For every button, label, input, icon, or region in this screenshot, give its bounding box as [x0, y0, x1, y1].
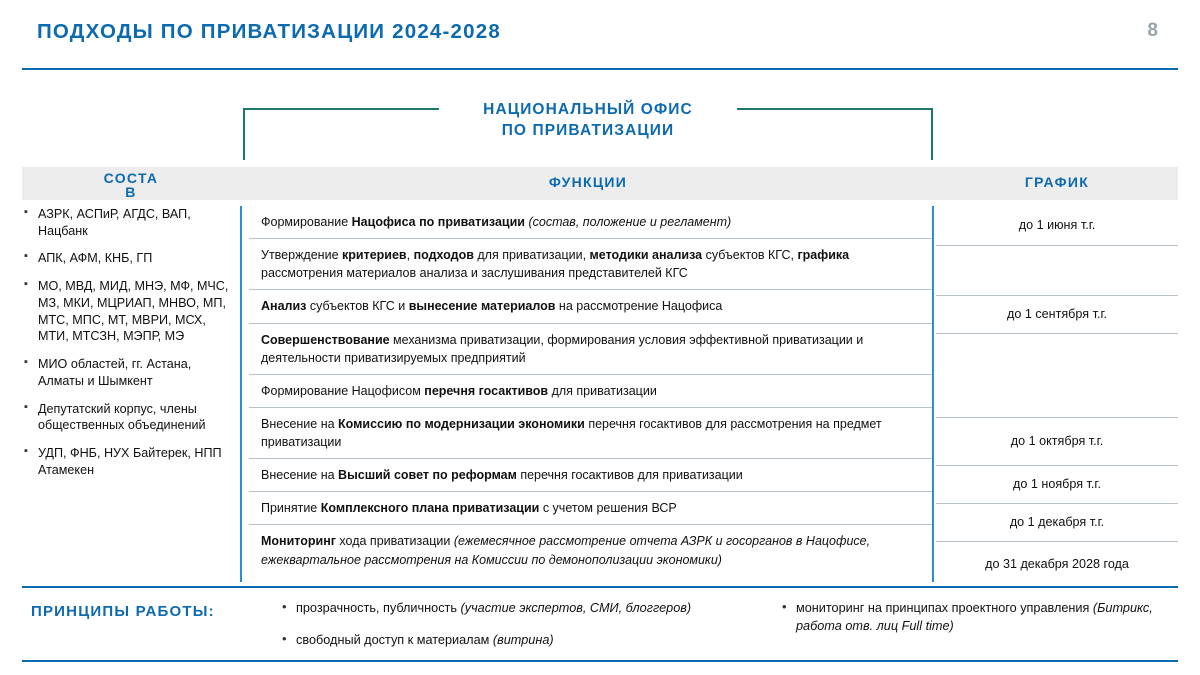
page-number: 8	[1147, 20, 1158, 41]
national-office-box	[243, 101, 933, 160]
list-item: ▪ УДП, ФНБ, НУХ Байтерек, НПП Атамекен	[22, 445, 240, 478]
header-divider	[22, 68, 1178, 70]
composition-list	[22, 206, 240, 479]
function-cell: Формирование Нацофисом перечня госактивов для приватизации	[249, 374, 932, 407]
table-row	[249, 407, 932, 458]
functions-table	[249, 206, 932, 576]
schedule-cell	[936, 246, 1178, 296]
list-item: ▪ МО, МВД, МИД, МНЭ, МФ, МЧС, МЗ, МКИ, МЦРИАП, МНВО, МП, МТС, МПС, МТ, МВРИ, МСХ, МТИ, МТСЗН, МЭПР, МЭ	[22, 278, 240, 345]
table-row	[249, 459, 932, 492]
function-cell: Мониторинг хода приватизации (ежемесячное рассмотрение отчета АЗРК и госорганов в Нацофисе, ежеквартальное рассмотрения на Комиссии по демонополизации экономики)	[261, 534, 871, 567]
national-office-title-line2: ПО ПРИВАТИЗАЦИИ	[501, 122, 675, 140]
column-divider-right	[932, 206, 934, 582]
function-cell: Внесение на Высший совет по реформам перечня госактивов для приватизации	[249, 459, 932, 492]
schedule-cell: до 1 декабря т.г.	[936, 504, 1178, 542]
list-item: ▪ Депутатский корпус, члены общественных объединений	[22, 401, 240, 434]
schedule-cell	[936, 334, 1178, 418]
table-row	[249, 374, 932, 407]
box-edge-right	[931, 108, 933, 160]
table-row	[249, 290, 932, 323]
list-item: • мониторинг на принципах проектного управления (Битрикс, работа отв. лиц Full time)	[782, 600, 1182, 636]
function-cell: Формирование Нацофиса по приватизации (состав, положение и регламент)	[249, 206, 932, 239]
table-row	[249, 525, 932, 576]
schedule-cell	[936, 542, 1178, 586]
list-item: ▪ МИО областей, гг. Астана, Алматы и Шымкент	[22, 356, 240, 389]
list-item: ▪ АЗРК, АСПиР, АГДС, ВАП, Нацбанк	[22, 206, 240, 239]
box-edge-top-right	[737, 108, 933, 110]
schedule-cell: до 1 июня т.г.	[936, 206, 1178, 246]
column-header-schedule: ГРАФИК	[1024, 174, 1090, 190]
page-title: ПОДХОДЫ ПО ПРИВАТИЗАЦИИ 2024-2028	[37, 20, 501, 43]
function-cell: Принятие Комплексного плана приватизации с учетом решения ВСР	[249, 492, 932, 525]
function-cell: Совершенствование механизма приватизации, формирования условия эффективной приватизации и деятельности приватизируемых предприятий	[249, 323, 932, 374]
principles-divider-bottom	[22, 660, 1178, 662]
principles-column-left	[282, 600, 762, 664]
box-edge-top-left	[243, 108, 439, 110]
slide-header	[0, 0, 1200, 70]
national-office-title-line1: НАЦИОНАЛЬНЫЙ ОФИС	[483, 101, 693, 118]
list-item: ▪ АПК, АФМ, КНБ, ГП	[22, 250, 240, 267]
box-edge-left	[243, 108, 245, 160]
schedule-cell: до 1 октября т.г.	[936, 418, 1178, 466]
composition-column	[22, 206, 240, 582]
function-cell: Утверждение критериев, подходов для приватизации, методики анализа субъектов КГС, графика рассмотрения материалов анализа и заслушивания представителей КГС	[249, 239, 932, 290]
list-item: • прозрачность, публичность (участие экспертов, СМИ, блоггеров)	[282, 600, 762, 618]
column-header-functions: ФУНКЦИИ	[548, 174, 628, 190]
schedule-cell: до 1 ноября т.г.	[936, 466, 1178, 504]
column-header-composition: СОСТА В	[103, 170, 159, 200]
function-cell: Анализ субъектов КГС и вынесение материалов на рассмотрение Нацофиса	[249, 290, 932, 323]
principles-column-right	[782, 600, 1182, 650]
list-item: • свободный доступ к материалам (витрина)	[282, 632, 762, 650]
table-row	[249, 206, 932, 239]
table-row	[249, 323, 932, 374]
principles-label: ПРИНЦИПЫ РАБОТЫ:	[31, 603, 215, 620]
schedule-cell-text: до 31 декабря 2028 года	[985, 556, 1129, 571]
principles-divider-top	[22, 586, 1178, 588]
schedule-cell: до 1 сентября т.г.	[936, 296, 1178, 334]
table-row	[249, 239, 932, 290]
table-row	[249, 492, 932, 525]
function-cell: Внесение на Комиссию по модернизации экономики перечня госактивов для рассмотрения на предмет приватизации	[249, 407, 932, 458]
national-office-title	[467, 99, 709, 142]
column-divider-left	[240, 206, 242, 582]
